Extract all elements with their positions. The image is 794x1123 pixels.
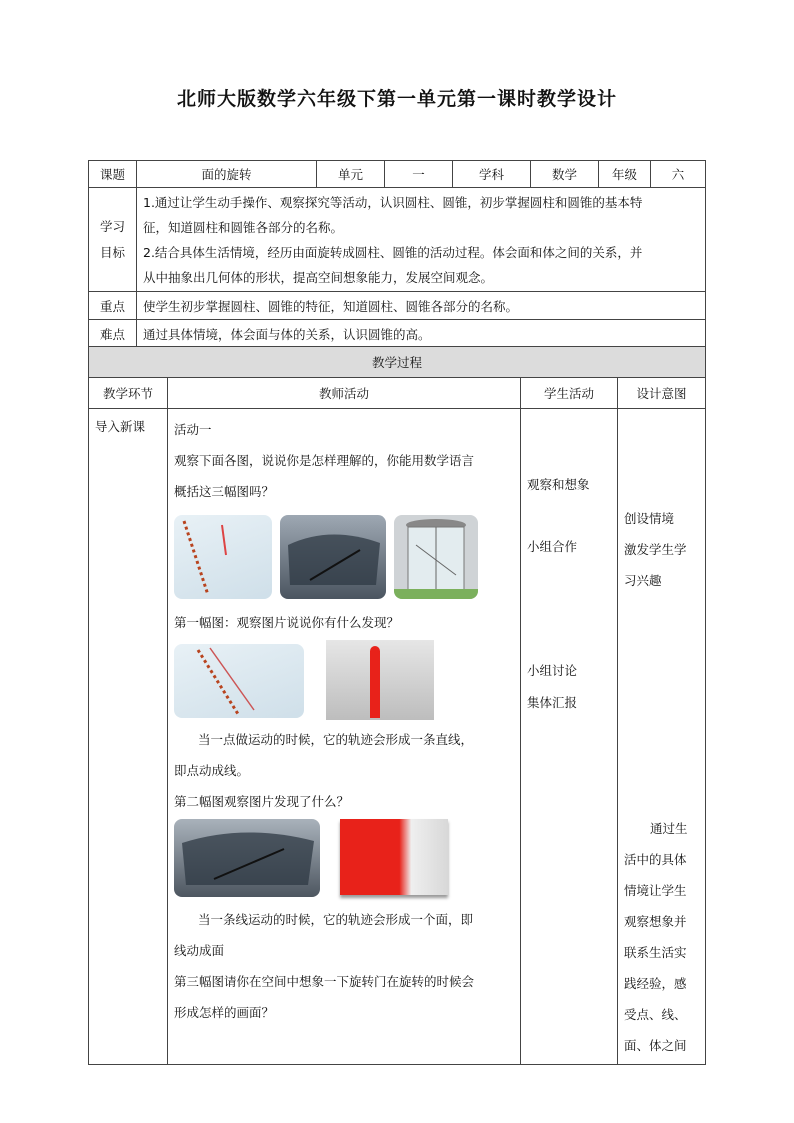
student-cell: 观察和想象 小组合作 小组讨论 集体汇报	[521, 409, 618, 1065]
image-row-1	[174, 515, 514, 607]
header-student: 学生活动	[521, 378, 618, 409]
key-text: 使学生初步掌握圆柱、圆锥的特征，知道圆柱、圆锥各部分的名称。	[137, 292, 706, 320]
goals-text: 1.通过让学生动手操作、观察探究等活动，认识圆柱、圆锥，初步掌握圆柱和圆锥的基本特 征，知道圆柱和圆锥各部分的名称。 2.结合具体生活情境，经历由面旋转成圆柱、圆锥的活动过程。体会面和体之间的关系，并 从中抽象出几何体的形状，提高空间想象能力，发展空间观念。	[137, 188, 706, 292]
page-title: 北师大版数学六年级下第一单元第一课时教学设计	[176, 88, 617, 110]
topic-value: 面的旋转	[137, 161, 317, 188]
header-intent: 设计意图	[618, 378, 706, 409]
difficulty-label: 难点	[89, 320, 137, 348]
intent-b: 通过生 活中的具体 情境让学生 观察想象并 联系生活实 践经验，感 受点、线、 面、体之间	[624, 821, 688, 1053]
line-motion-picture	[326, 640, 434, 720]
image-row-3	[174, 819, 514, 901]
subject-label: 学科	[453, 161, 531, 188]
car-windshield-photo-2	[174, 819, 320, 897]
image-row-2	[174, 640, 514, 724]
revolving-door-photo	[394, 515, 478, 599]
grade-label: 年级	[599, 161, 651, 188]
header-stage: 教学环节	[89, 378, 168, 409]
unit-value: 一	[385, 161, 453, 188]
process-heading: 教学过程	[89, 347, 706, 378]
grade-value: 六	[651, 161, 706, 188]
info-table	[88, 160, 706, 348]
stage-cell: 导入新课	[89, 409, 168, 1065]
difficulty-text: 通过具体情境，体会面与体的关系，认识圆锥的高。	[137, 320, 706, 348]
subject-value: 数学	[531, 161, 599, 188]
car-windshield-photo	[280, 515, 386, 599]
header-teacher: 教师活动	[168, 378, 521, 409]
unit-label: 单元	[317, 161, 385, 188]
dotted-line-photo	[174, 515, 272, 599]
goals-label: 学习 目标	[89, 188, 137, 292]
red-line-shape	[370, 646, 380, 718]
key-label: 重点	[89, 292, 137, 320]
process-table	[88, 346, 706, 1065]
topic-label: 课题	[89, 161, 137, 188]
dotted-line-photo-2	[174, 644, 304, 718]
intent-cell	[618, 409, 706, 1065]
intent-a: 创设情境 激发学生学 习兴趣	[624, 511, 687, 588]
plane-motion-picture	[340, 819, 448, 895]
teacher-cell: 活动一 观察下面各图，说说你是怎样理解的，你能用数学语言 概括这三幅图吗？ 第一幅图：观察图片说说你有什么发现？ 当一点做运动的时候，它的轨迹会形成一条直线， 即点动成线。 第二幅图观察图片发现了什么？ 当一条线运动的时候，它的轨迹会形成一个面，即 线动成面 第三幅图请你在空间中想象一下旋转门在旋转的时候会 形成怎样的画面？	[168, 409, 521, 1065]
